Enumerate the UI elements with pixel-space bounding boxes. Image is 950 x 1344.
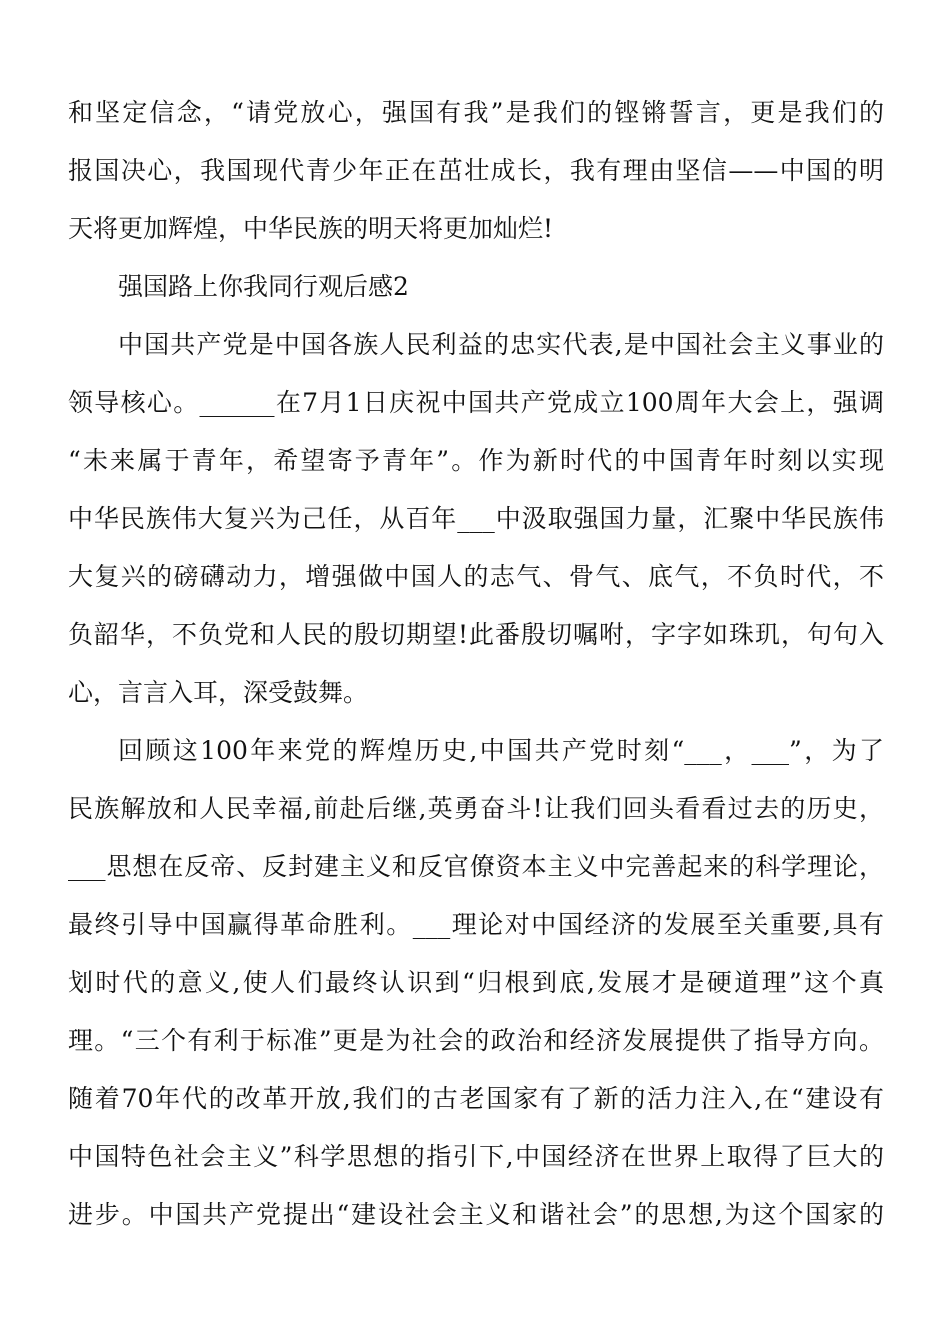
paragraph-line: 进步。中国共产党提出“建设社会主义和谐社会”的思想,为这个国家的 <box>68 1200 884 1229</box>
paragraph-line: 最终引导中国赢得革命胜利。___理论对中国经济的发展至关重要,具有 <box>68 910 884 939</box>
paragraph-line: 负韶华，不负党和人民的殷切期望!此番殷切嘱咐，字字如珠玑，句句入 <box>68 620 884 649</box>
paragraph-line: ___思想在反帝、反封建主义和反官僚资本主义中完善起来的科学理论， <box>68 852 884 881</box>
document-page <box>68 90 884 1250</box>
paragraph-line: 报国决心，我国现代青少年正在茁壮成长，我有理由坚信——中国的明 <box>68 156 884 185</box>
paragraph-line: 大复兴的磅礴动力，增强做中国人的志气、骨气、底气，不负时代，不 <box>68 562 884 591</box>
paragraph-line: 中国共产党是中国各族人民利益的忠实代表,是中国社会主义事业的 <box>118 330 884 359</box>
paragraph-line: 天将更加辉煌，中华民族的明天将更加灿烂! <box>68 214 554 243</box>
paragraph-line: 回顾这100年来党的辉煌历史,中国共产党时刻“___，___”，为了 <box>118 736 884 765</box>
paragraph-line: 中华民族伟大复兴为己任，从百年___中汲取强国力量，汇聚中华民族伟 <box>68 504 884 533</box>
paragraph-line: “未来属于青年，希望寄予青年”。作为新时代的中国青年时刻以实现 <box>68 446 884 475</box>
paragraph-line: 民族解放和人民幸福,前赴后继,英勇奋斗!让我们回头看看过去的历史， <box>68 794 884 823</box>
paragraph-line: 中国特色社会主义”科学思想的指引下,中国经济在世界上取得了巨大的 <box>68 1142 884 1171</box>
paragraph-line: 划时代的意义,使人们最终认识到“归根到底,发展才是硬道理”这个真 <box>68 968 884 997</box>
paragraph-line: 和坚定信念，“请党放心，强国有我”是我们的铿锵誓言，更是我们的 <box>68 98 884 127</box>
section-heading: 强国路上你我同行观后感2 <box>118 272 409 301</box>
paragraph-line: 理。“三个有利于标准”更是为社会的政治和经济发展提供了指导方向。 <box>68 1026 884 1055</box>
paragraph-line: 领导核心。______在7月1日庆祝中国共产党成立100周年大会上，强调 <box>68 388 884 417</box>
paragraph-line: 心，言言入耳，深受鼓舞。 <box>68 678 369 707</box>
paragraph-line: 随着70年代的改革开放,我们的古老国家有了新的活力注入,在“建设有 <box>68 1084 884 1113</box>
